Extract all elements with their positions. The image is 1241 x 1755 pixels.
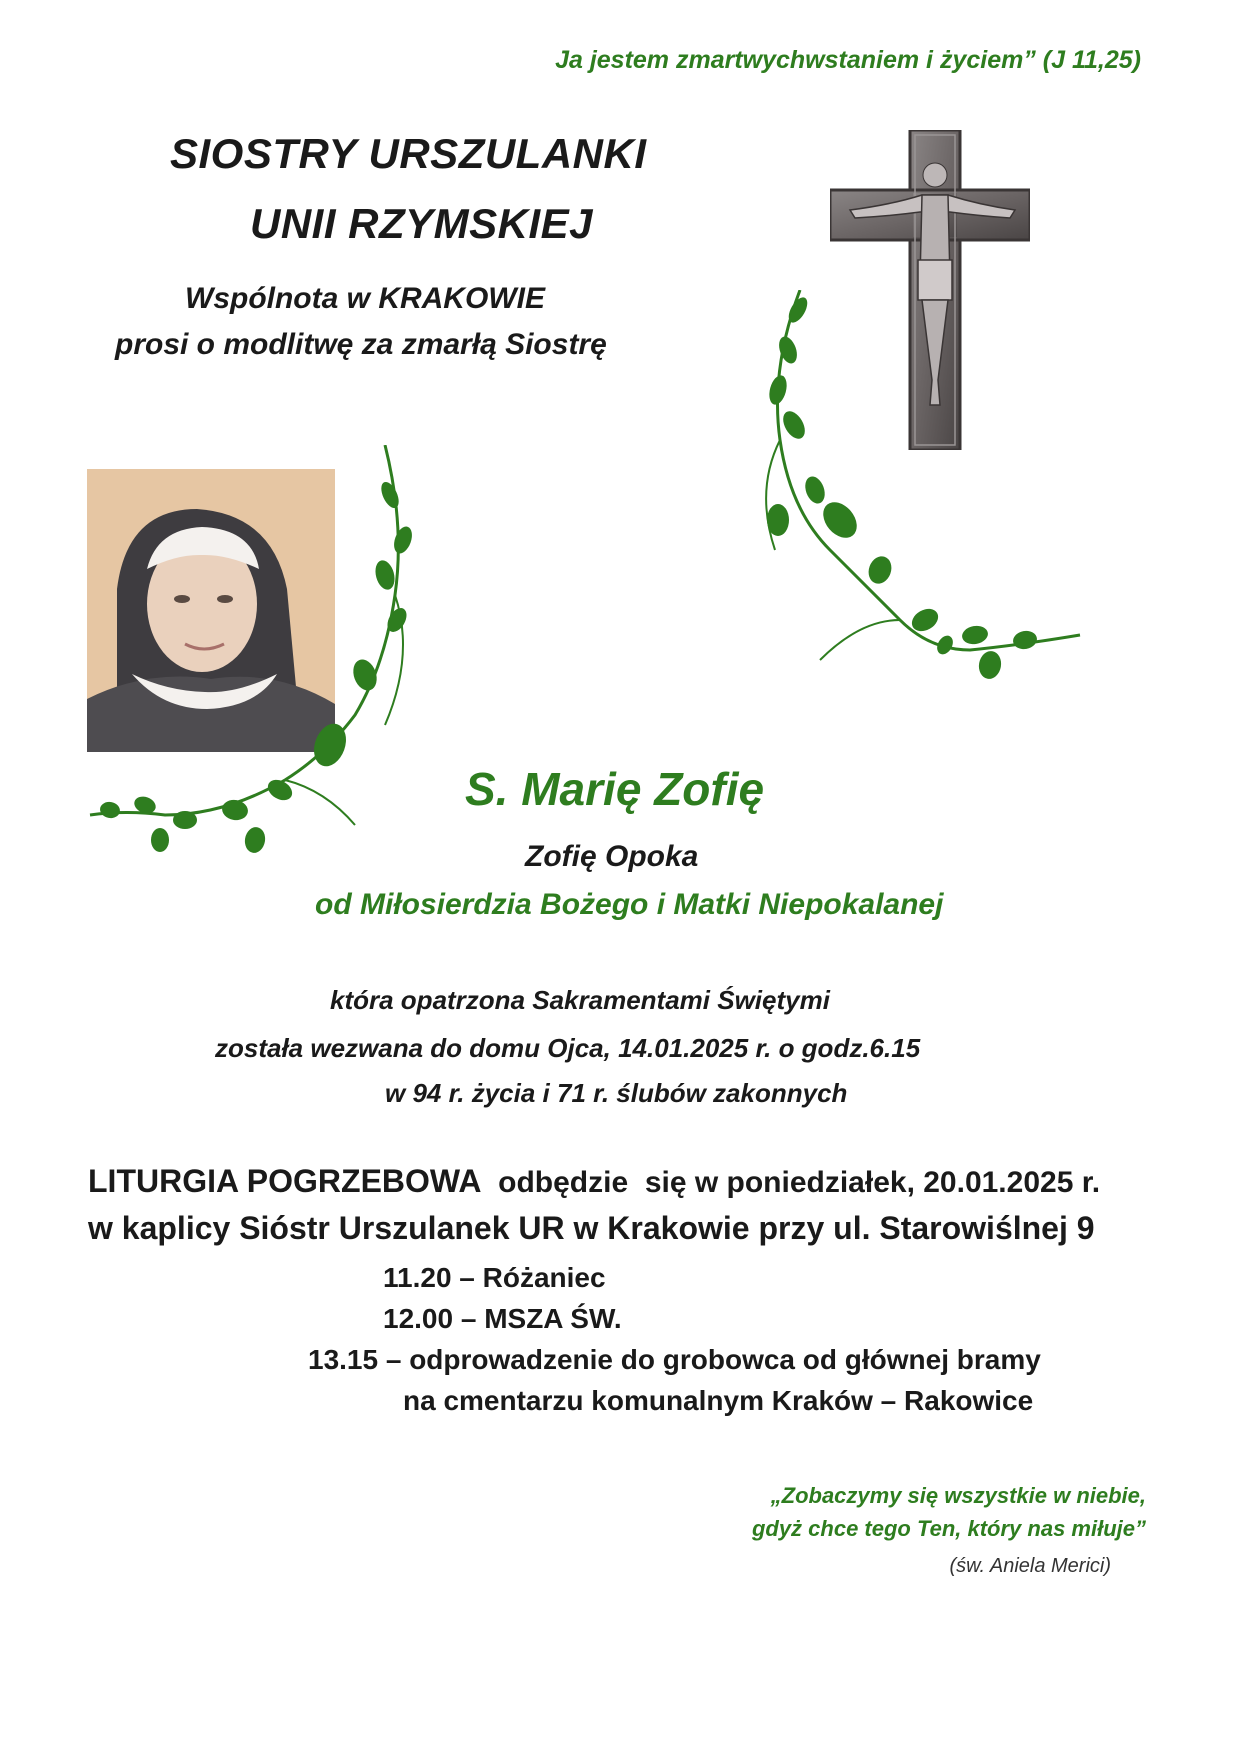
schedule-item: 13.15 – odprowadzenie do grobowca od głównej bramy	[308, 1344, 1041, 1375]
closing-quote-line2: gdyż chce tego Ten, który nas miłuje”	[751, 1516, 1146, 1541]
closing-quote-author: (św. Aniela Merici)	[949, 1555, 1111, 1577]
deceased-religious-name: S. Marię Zofię	[465, 763, 765, 815]
passing-line3: w 94 r. życia i 71 r. ślubów zakonnych	[385, 1078, 848, 1108]
vine-decoration-bottom-left	[85, 445, 415, 865]
liturgy-location: w kaplicy Sióstr Urszulanek UR w Krakowie przy ul. Starowiślnej 9	[88, 1210, 1095, 1246]
passing-line2: została wezwana do domu Ojca, 14.01.2025 r. o godz.6.15	[215, 1033, 921, 1063]
deceased-religious-title: od Miłosierdzia Bożego i Matki Niepokalanej	[315, 888, 944, 921]
closing-quote-line1: „Zobaczymy się wszystkie w niebie,	[770, 1483, 1146, 1508]
vine-decoration-top-right	[760, 290, 1090, 690]
community-line1: Wspólnota w KRAKOWIE	[185, 282, 545, 315]
community-line2: prosi o modlitwę za zmarłą Siostrę	[115, 328, 607, 361]
schedule-item: 12.00 – MSZA ŚW.	[383, 1303, 622, 1334]
top-verse: Ja jestem zmartwychwstaniem i życiem” (J 11,25)	[555, 46, 1141, 74]
passing-line1: która opatrzona Sakramentami Świętymi	[330, 985, 830, 1015]
congregation-title-line1: SIOSTRY URSZULANKI	[170, 130, 647, 177]
congregation-title-line2: UNII RZYMSKIEJ	[250, 200, 594, 247]
deceased-civil-name: Zofię Opoka	[525, 840, 699, 873]
schedule-item: 11.20 – Różaniec	[383, 1262, 606, 1293]
liturgy-line1	[88, 1163, 1100, 1200]
liturgy-date: odbędzie się w poniedziałek, 20.01.2025 r.	[481, 1166, 1101, 1199]
schedule-item: na cmentarzu komunalnym Kraków – Rakowice	[403, 1385, 1034, 1416]
liturgy-heading: LITURGIA POGRZEBOWA	[88, 1163, 482, 1199]
